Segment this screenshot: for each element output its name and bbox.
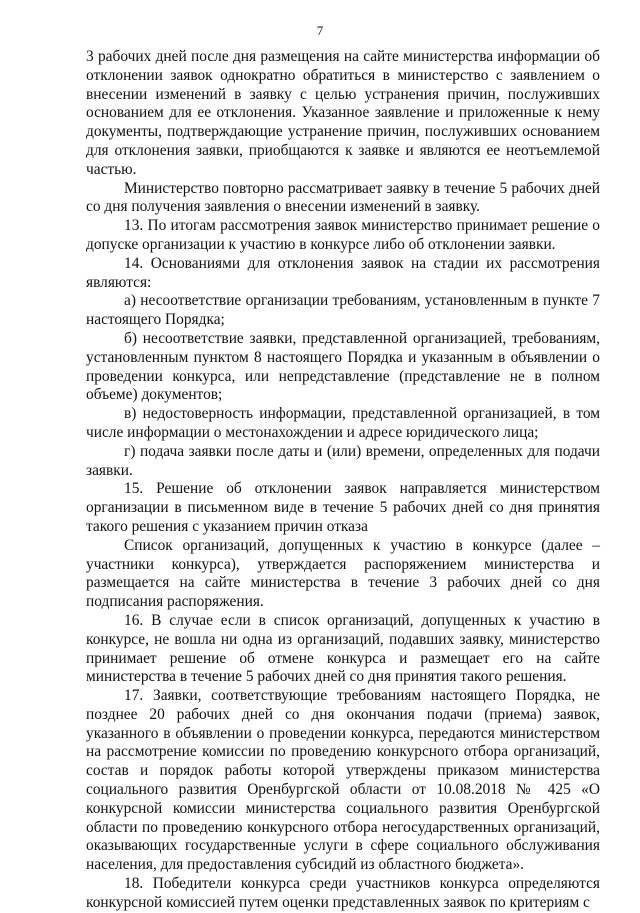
paragraph: 13. По итогам рассмотрения заявок министерство принимает решение о допуске организации к участию в конкурсе либо об отклонении заявки. <box>86 217 600 253</box>
document-body <box>86 48 600 913</box>
paragraph: 17. Заявки, соответствующие требованиям настоящего Порядка, не позднее 20 рабочих дней со дня окончания подачи (приема) заявок, указанного в объявлении о проведении конкурса, передаются министерством на рассмотрение комиссии по проведению конкурсного отбора организаций, состав и порядок работы которой утверждены приказом министерства социального развития Оренбургской области от 10.08.2018 № 425 «О конкурсной комиссии министерства социального развития Оренбургской области по проведению конкурсного отбора негосударственных организаций, оказывающих государственные услуги в сфере социального обслуживания населения, для предоставления субсидий из областного бюджета». <box>86 687 600 874</box>
paragraph: г) подача заявки после даты и (или) времени, определенных для подачи заявки. <box>86 442 600 479</box>
paragraph: б) несоответствие заявки, представленной организацией, требованиям, установленным пунктом 8 настоящего Порядка и указанным в объявлении о проведении конкурса, или непредставление (представление не в полном объеме) документов; <box>86 329 600 404</box>
paragraph: 18. Победители конкурса среди участников конкурса определяются конкурсной комиссией путем оценки представленных заявок по критериям с <box>86 875 600 911</box>
paragraph: в) недостоверность информации, представленной организацией, в том числе информации о местонахождении и адресе юридического лица; <box>86 405 600 441</box>
page-number: 7 <box>316 23 324 38</box>
paragraph: Список организаций, допущенных к участию в конкурсе (далее – участники конкурса), утверждается распоряжением министерства и размещается на сайте министерства в течение 3 рабочих дней со дня подписания распоряжения. <box>86 536 600 611</box>
paragraph: 15. Решение об отклонении заявок направляется министерством организации в письменном виде в течение 5 рабочих дней со дня принятия такого решения с указанием причин отказа <box>86 480 600 535</box>
paragraph: а) несоответствие организации требованиям, установленным в пункте 7 настоящего Порядка; <box>86 292 600 329</box>
paragraph: 3 рабочих дней после дня размещения на сайте министерства информации об отклонении заявок однократно обратиться в министерство с заявлением о внесении изменений в заявку с целью устранения причин, послуживших основанием для ее отклонения. Указанное заявление и приложенные к нему документы, подтверждающие устранение причин, послуживших основанием для отклонения заявки, приобщаются к заявке и являются ее неотъемлемой частью. <box>86 48 600 178</box>
paragraph: 14. Основаниями для отклонения заявок на стадии их рассмотрения являются: <box>86 254 600 291</box>
paragraph: Министерство повторно рассматривает заявку в течение 5 рабочих дней со дня получения заявления о внесении изменений в заявку. <box>86 179 600 216</box>
paragraph: 16. В случае если в список организаций, допущенных к участию в конкурсе, не вошла ни одна из организаций, подавших заявку, министерство принимает решение об отмене конкурса и размещает его на сайте министерства в течение 5 рабочих дней со дня принятия такого решения. <box>86 611 600 686</box>
